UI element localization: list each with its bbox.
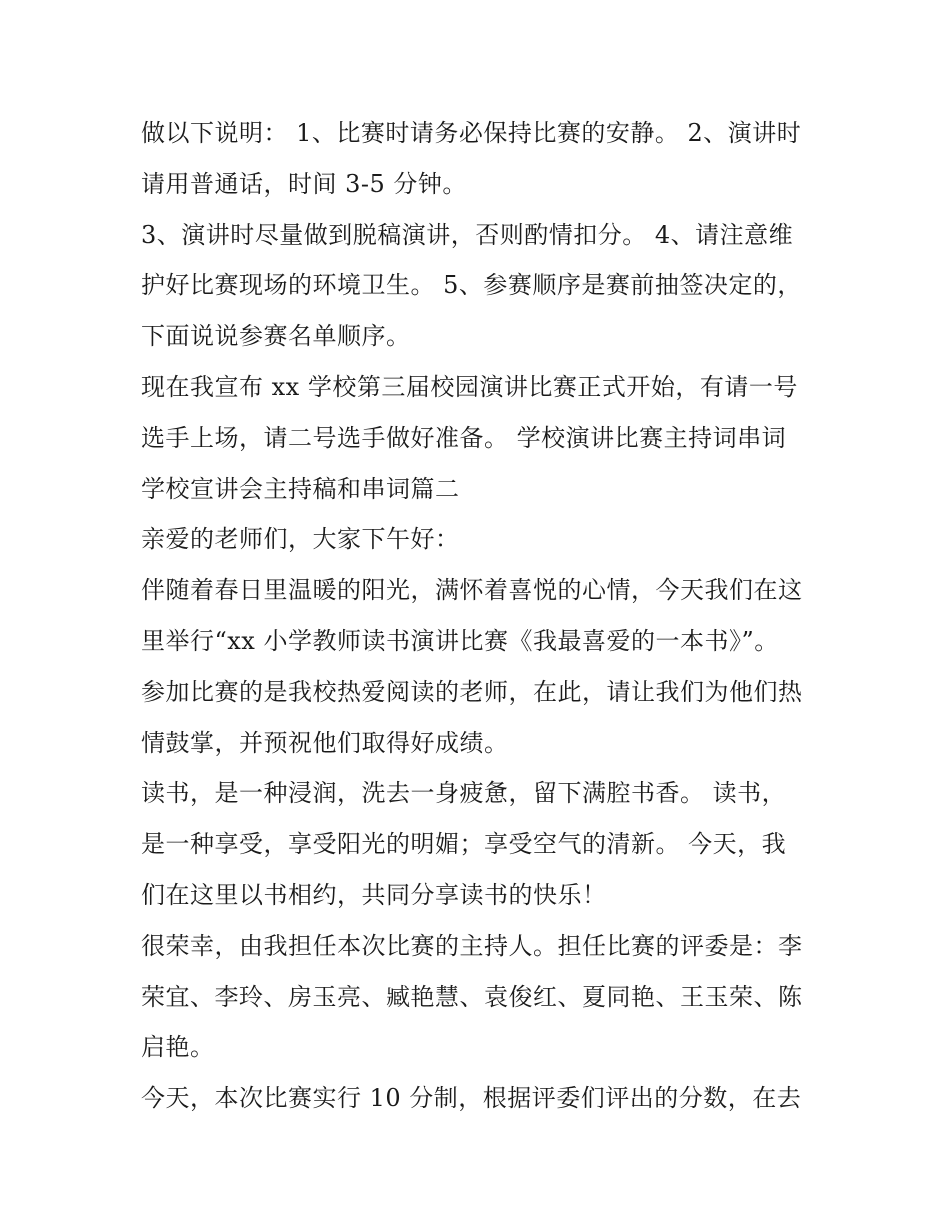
text-line-10: 伴随着春日里温暖的阳光，满怀着喜悦的心情，今天我们在这 xyxy=(141,576,803,605)
text-line-3: 3、演讲时尽量做到脱稿演讲，否则酌情扣分。 4、请注意维 xyxy=(141,220,794,249)
text-line-12: 参加比赛的是我校热爱阅读的老师，在此，请让我们为他们热 xyxy=(141,677,803,706)
text-line-20: 今天，本次比赛实行 10 分制，根据评委们评出的分数，在去 xyxy=(141,1084,802,1113)
text-line-7: 选手上场，请二号选手做好准备。 学校演讲比赛主持词串词 xyxy=(141,423,787,452)
text-line-4: 护好比赛现场的环境卫生。 5、参赛顺序是赛前抽签决定的， xyxy=(141,271,802,300)
body-text xyxy=(141,108,841,1124)
text-line-5: 下面说说参赛名单顺序。 xyxy=(141,322,411,351)
text-line-1: 做以下说明： 1、比赛时请务必保持比赛的安静。 2、演讲时 xyxy=(141,119,802,147)
text-line-19: 启艳。 xyxy=(141,1033,215,1062)
text-line-9: 亲爱的老师们，大家下午好： xyxy=(141,525,460,554)
text-line-17: 很荣幸，由我担任本次比赛的主持人。担任比赛的评委是：李 xyxy=(141,931,803,960)
text-line-11: 里举行“xx 小学教师读书演讲比赛《我最喜爱的一本书》”。 xyxy=(141,626,779,655)
text-line-15: 是一种享受，享受阳光的明媚；享受空气的清新。 今天，我 xyxy=(141,830,787,859)
text-line-14: 读书，是一种浸润，洗去一身疲惫，留下满腔书香。 读书， xyxy=(141,779,787,808)
text-line-6: 现在我宣布 xx 学校第三届校园演讲比赛正式开始，有请一号 xyxy=(141,372,798,401)
text-line-18: 荣宜、李玲、房玉亮、臧艳慧、袁俊红、夏同艳、王玉荣、陈 xyxy=(141,982,803,1011)
text-line-16: 们在这里以书相约，共同分享读书的快乐！ xyxy=(141,880,607,909)
text-line-8: 学校宣讲会主持稿和串词篇二 xyxy=(141,474,460,503)
text-line-13: 情鼓掌，并预祝他们取得好成绩。 xyxy=(141,728,509,757)
text-line-2: 请用普通话，时间 3-5 分钟。 xyxy=(141,169,467,198)
